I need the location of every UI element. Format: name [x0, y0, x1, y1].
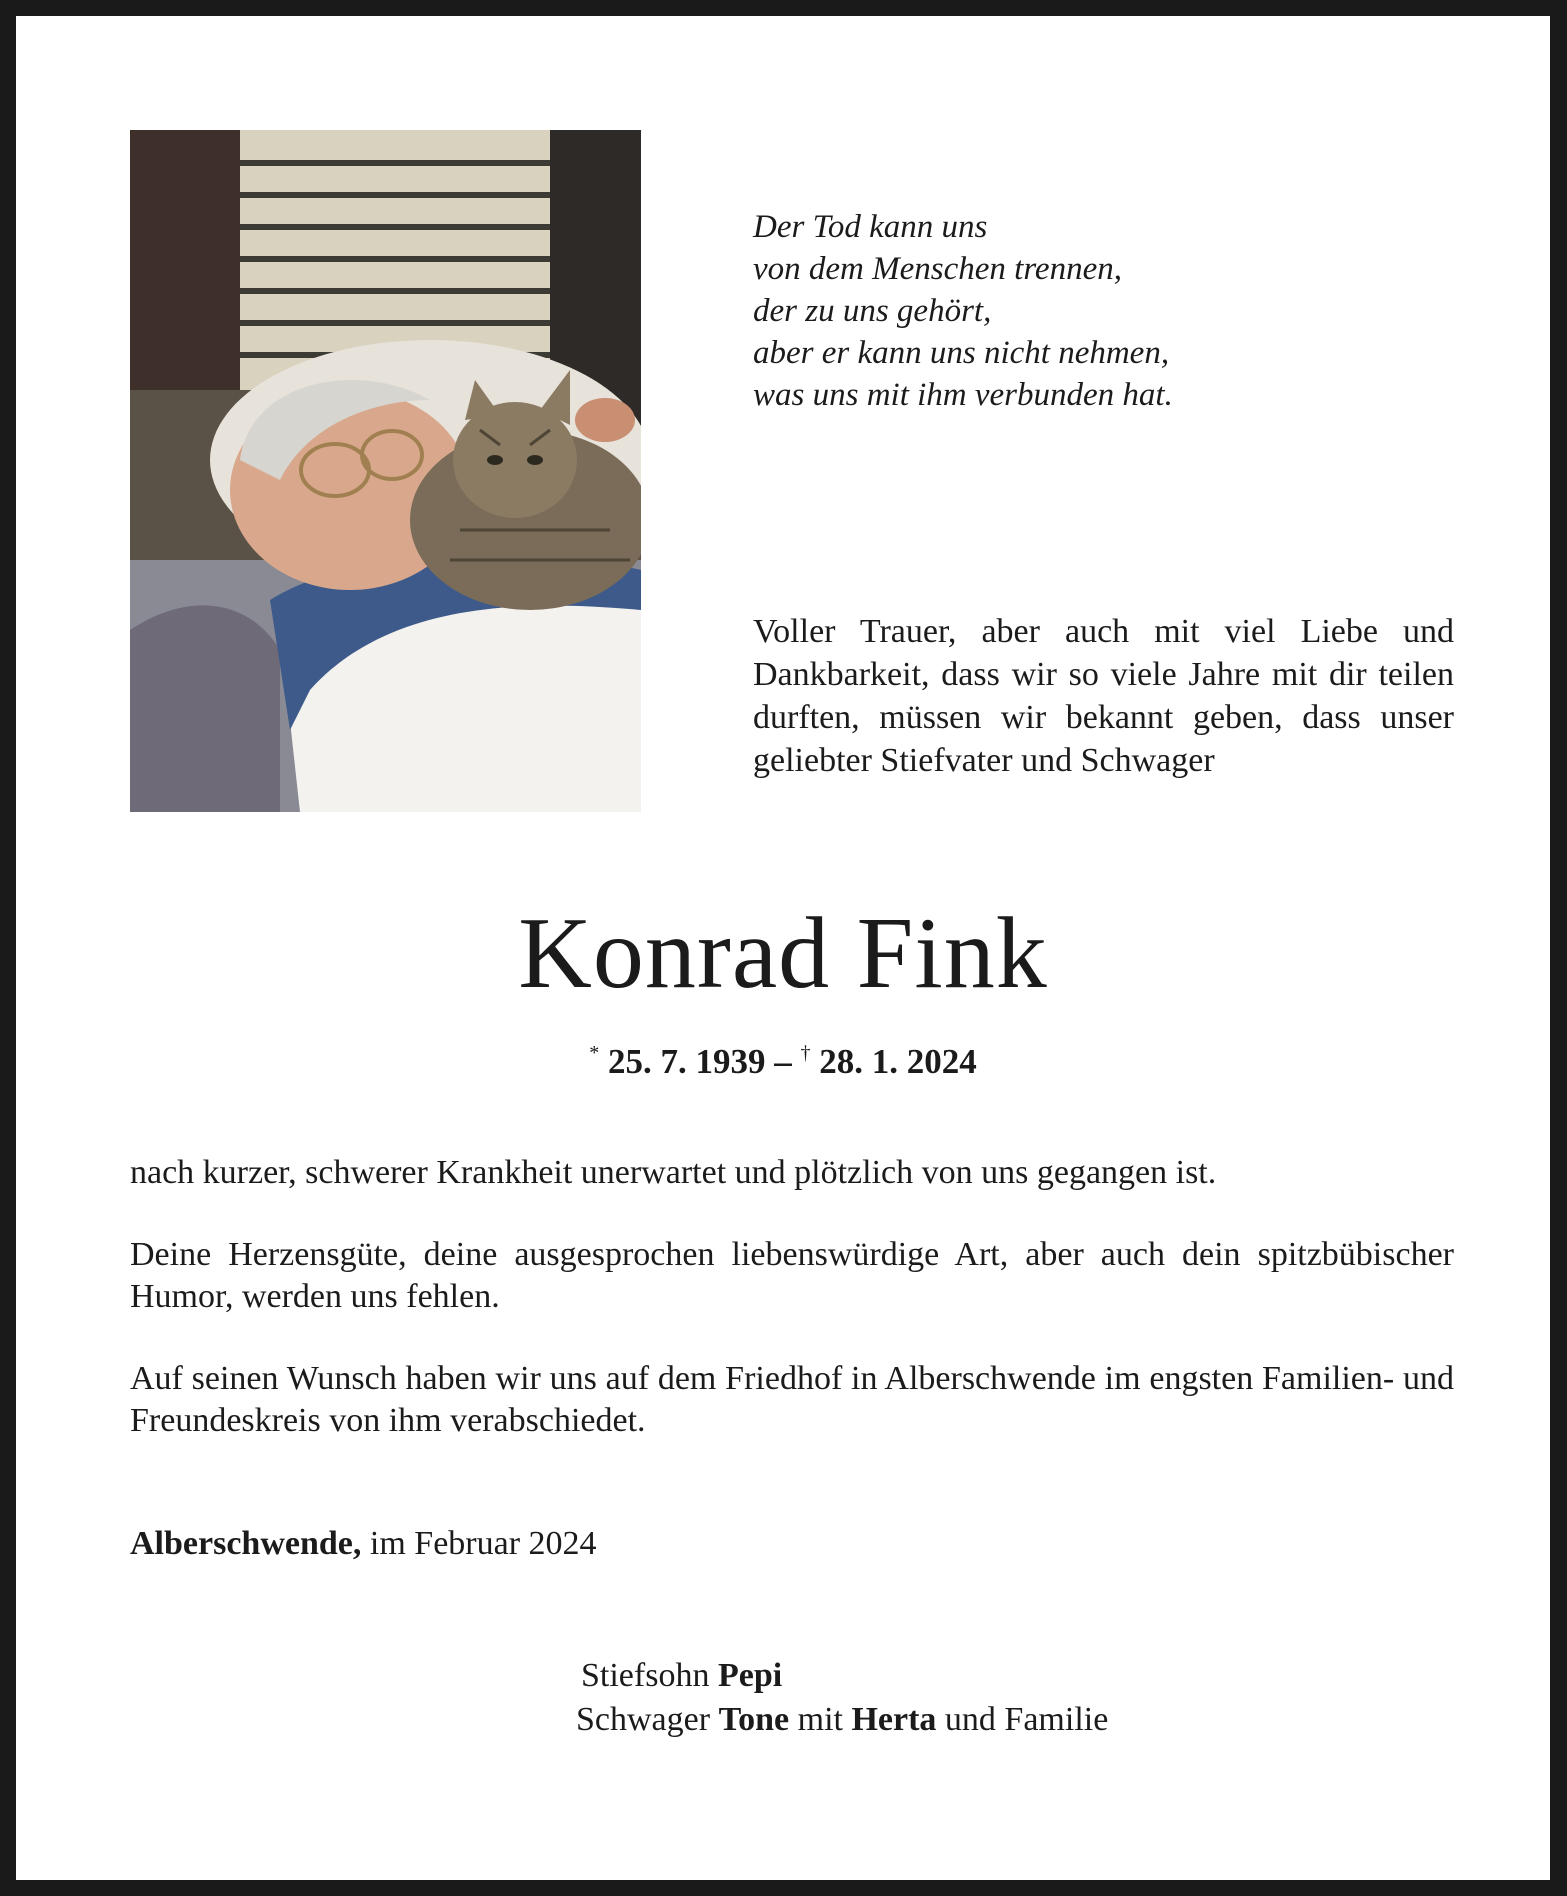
poem: [753, 206, 1473, 416]
birth-date: 25. 7. 1939: [608, 1042, 766, 1081]
body-paragraph-2: Deine Herzensgüte, deine ausgesprochen liebenswürdige Art, aber auch dein spitzbübischer Humor, werden uns fehlen.: [130, 1236, 1454, 1315]
signer-suffix: und Familie: [936, 1701, 1109, 1738]
signer-name: Herta: [851, 1701, 937, 1738]
signer-relation: Stiefsohn: [581, 1657, 718, 1694]
place-and-date: [130, 1522, 597, 1566]
portrait-photo-illustration: [130, 130, 641, 812]
birth-symbol: *: [589, 1042, 600, 1064]
place-date: im Februar 2024: [361, 1525, 597, 1562]
intro-text: Voller Trauer, aber auch mit viel Liebe und Dankbarkeit, dass wir so viele Jahre mit dir teilen durften, müssen wir bekannt geben, dass unser geliebter Stiefvater und Schwager: [753, 613, 1454, 779]
signers: [576, 1654, 1108, 1742]
date-separator: –: [765, 1042, 801, 1081]
body-paragraph-1: nach kurzer, schwerer Krankheit unerwartet und plötzlich von uns gegangen ist.: [130, 1154, 1217, 1191]
signer-relation: Schwager: [576, 1701, 719, 1738]
signer-name: Tone: [718, 1701, 790, 1738]
obituary-page: [16, 16, 1550, 1880]
poem-line: was uns mit ihm verbunden hat.: [753, 377, 1173, 413]
body-paragraph-3: Auf seinen Wunsch haben wir uns auf dem Friedhof in Alberschwende im engsten Familien- und Freundeskreis von ihm verabschiedet.: [130, 1360, 1454, 1439]
poem-line: Der Tod kann uns: [753, 209, 988, 245]
signer-row-1: [576, 1654, 1108, 1698]
signer-row-2: [576, 1698, 1108, 1742]
life-dates: [16, 1028, 1550, 1087]
death-symbol: †: [800, 1042, 811, 1064]
poem-line: aber er kann uns nicht nehmen,: [753, 335, 1170, 371]
deceased-name: Konrad Fink: [518, 897, 1048, 1010]
place-town: Alberschwende,: [130, 1525, 362, 1562]
signer-connector: mit: [789, 1701, 852, 1738]
poem-line: von dem Menschen trennen,: [753, 251, 1122, 287]
signer-name: Pepi: [717, 1657, 783, 1694]
portrait-photo: [130, 130, 641, 812]
poem-line: der zu uns gehört,: [753, 293, 992, 329]
death-date: 28. 1. 2024: [819, 1042, 977, 1081]
